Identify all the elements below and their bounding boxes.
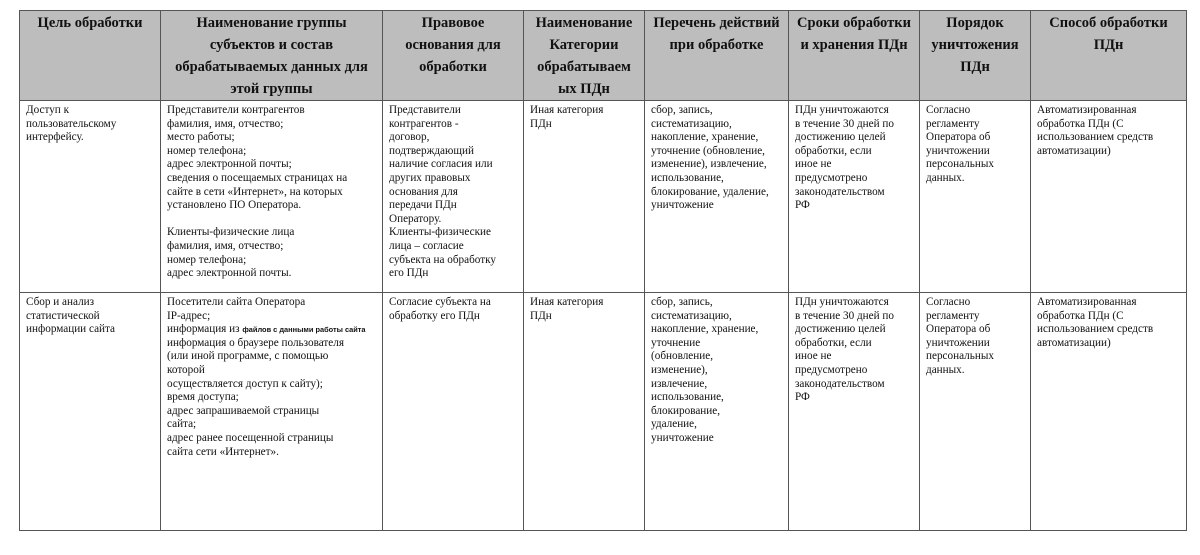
- header-subjects: Наименование группы субъектов и состав обрабатываемых данных для этой группы: [161, 11, 383, 101]
- header-actions: Перечень действий при обработке: [645, 11, 789, 101]
- legal-basis-line: передачи ПДн: [389, 199, 457, 212]
- actions-line: использование,: [651, 391, 724, 404]
- retention-line: законодательством: [795, 377, 885, 390]
- legal-basis-line: договор,: [389, 131, 430, 144]
- actions-line: изменение),: [651, 363, 708, 376]
- method-line: обработка ПДн (С: [1037, 117, 1124, 130]
- header-destruction: Порядок уничтожения ПДн: [920, 11, 1031, 101]
- retention-line: законодательством: [795, 185, 885, 198]
- retention-line: достижению целей: [795, 131, 886, 144]
- header-retention: Сроки обработки и хранения ПДн: [789, 11, 920, 101]
- cell-category: [524, 101, 645, 293]
- subjects-line: которой: [167, 363, 205, 376]
- cell-subjects: [161, 101, 383, 293]
- category-line: Иная категория: [530, 296, 604, 308]
- subjects-line: IP-адрес;: [167, 309, 211, 322]
- method-line: Автоматизированная: [1037, 104, 1137, 116]
- cell-actions: [645, 101, 789, 293]
- subjects-line: Посетители сайта Оператора: [167, 296, 306, 308]
- cell-destruction: [920, 293, 1031, 531]
- cell-retention: [789, 101, 920, 293]
- header-purpose: Цель обработки: [20, 11, 161, 101]
- header-legal-basis: Правовое основания для обработки: [383, 11, 524, 101]
- legal-basis-line: других правовых: [389, 171, 471, 184]
- purpose-text: Сбор и анализ статистической информации сайта: [26, 296, 116, 336]
- actions-line: уничтожение: [651, 199, 714, 212]
- subjects-line-files: [167, 323, 376, 337]
- retention-line: иное не: [795, 350, 832, 363]
- actions-line: блокирование, удаление,: [651, 185, 769, 198]
- retention-line: в течение 30 дней по: [795, 309, 894, 322]
- cell-method: [1031, 101, 1187, 293]
- legal-basis-line: подтверждающий: [389, 144, 474, 157]
- retention-line: РФ: [795, 199, 810, 212]
- method-line: использованием средств: [1037, 131, 1154, 144]
- destruction-line: Оператора об: [926, 323, 991, 336]
- table-row: [20, 293, 1187, 531]
- actions-line: накопление, хранение,: [651, 323, 759, 336]
- subjects-line: номер телефона;: [167, 253, 247, 266]
- method-line: Автоматизированная: [1037, 296, 1137, 308]
- paragraph-gap: [167, 213, 376, 227]
- retention-line: ПДн уничтожаются: [795, 104, 889, 116]
- subjects-line: фамилия, имя, отчество;: [167, 117, 284, 130]
- destruction-line: регламенту: [926, 309, 980, 322]
- subjects-line: адрес ранее посещенной страницы: [167, 431, 334, 444]
- method-line: обработка ПДн (С: [1037, 309, 1124, 322]
- header-method: Способ обработки ПДн: [1031, 11, 1187, 101]
- legal-basis-line: его ПДн: [389, 267, 429, 280]
- actions-line: извлечение,: [651, 377, 708, 390]
- retention-line: предусмотрено: [795, 363, 868, 376]
- retention-line: иное не: [795, 158, 832, 171]
- subjects-line: осуществляется доступ к сайту);: [167, 377, 323, 390]
- actions-line: систематизацию,: [651, 117, 732, 130]
- legal-basis-line: обработку его ПДн: [389, 309, 480, 322]
- legal-basis-line: наличие согласия или: [389, 158, 493, 171]
- subjects-line: фамилия, имя, отчество;: [167, 239, 284, 252]
- actions-line: блокирование,: [651, 404, 721, 417]
- cell-actions: [645, 293, 789, 531]
- retention-line: ПДн уничтожаются: [795, 296, 889, 308]
- cell-legal-basis: [383, 101, 524, 293]
- cell-purpose: [20, 101, 161, 293]
- files-inline-label: файлов с данными работы сайта: [242, 325, 366, 335]
- category-line: Иная категория: [530, 104, 604, 116]
- actions-line: изменение), извлечение,: [651, 158, 767, 171]
- actions-line: уточнение (обновление,: [651, 144, 765, 157]
- destruction-line: уничтожении: [926, 336, 990, 349]
- legal-basis-line: Оператору.: [389, 212, 442, 225]
- subjects-line: адрес электронной почты.: [167, 267, 292, 280]
- actions-line: уничтожение: [651, 431, 714, 444]
- destruction-line: Оператора об: [926, 131, 991, 144]
- destruction-line: данных.: [926, 363, 965, 376]
- legal-basis-line: Согласие субъекта на: [389, 296, 491, 308]
- subjects-line: Представители контрагентов: [167, 104, 305, 116]
- legal-basis-line: контрагентов -: [389, 117, 459, 130]
- subjects-line: сведения о посещаемых страницах на: [167, 171, 348, 184]
- table-header-row: [20, 11, 1187, 101]
- destruction-line: данных.: [926, 171, 965, 184]
- purpose-text: Доступ к пользовательскому интерфейсу.: [26, 104, 117, 144]
- method-line: автоматизации): [1037, 336, 1111, 349]
- cell-purpose: [20, 293, 161, 531]
- actions-line: (обновление,: [651, 350, 714, 363]
- actions-line: сбор, запись,: [651, 104, 713, 116]
- subjects-line: Клиенты-физические лица: [167, 226, 295, 239]
- legal-basis-line: Клиенты-физические: [389, 226, 491, 239]
- retention-line: РФ: [795, 391, 810, 404]
- subjects-line: адрес запрашиваемой страницы: [167, 404, 320, 417]
- subjects-line: сайта сети «Интернет».: [167, 445, 279, 458]
- cell-category: [524, 293, 645, 531]
- files-prefix: информация из: [167, 323, 243, 336]
- subjects-line: номер телефона;: [167, 144, 247, 157]
- category-line: ПДн: [530, 309, 552, 322]
- subjects-line: адрес электронной почты;: [167, 158, 292, 171]
- actions-line: сбор, запись,: [651, 296, 713, 308]
- actions-line: накопление, хранение,: [651, 131, 759, 144]
- category-line: ПДн: [530, 117, 552, 130]
- subjects-line: время доступа;: [167, 391, 239, 404]
- cell-destruction: [920, 101, 1031, 293]
- retention-line: в течение 30 дней по: [795, 117, 894, 130]
- subjects-line: место работы;: [167, 131, 235, 144]
- cell-retention: [789, 293, 920, 531]
- subjects-line: информация о браузере пользователя: [167, 336, 344, 349]
- destruction-line: персональных: [926, 158, 994, 171]
- retention-line: обработки, если: [795, 144, 872, 157]
- retention-line: достижению целей: [795, 323, 886, 336]
- method-line: автоматизации): [1037, 144, 1111, 157]
- destruction-line: регламенту: [926, 117, 980, 130]
- destruction-line: Согласно: [926, 296, 971, 308]
- actions-line: систематизацию,: [651, 309, 732, 322]
- legal-basis-line: основания для: [389, 185, 458, 198]
- destruction-line: уничтожении: [926, 144, 990, 157]
- destruction-line: персональных: [926, 350, 994, 363]
- actions-line: использование,: [651, 171, 724, 184]
- actions-line: удаление,: [651, 418, 697, 431]
- subjects-line: сайте в сети «Интернет», на которых: [167, 185, 343, 198]
- legal-basis-line: Представители: [389, 104, 461, 116]
- cell-subjects: [161, 293, 383, 531]
- subjects-line: сайта;: [167, 418, 197, 431]
- header-category: Наименование Категории обрабатываем ых ПДн: [524, 11, 645, 101]
- subjects-line: (или иной программе, с помощью: [167, 350, 329, 363]
- legal-basis-line: субъекта на обработку: [389, 253, 496, 266]
- subjects-line: установлено ПО Оператора.: [167, 199, 302, 212]
- personal-data-processing-table: [19, 10, 1187, 531]
- destruction-line: Согласно: [926, 104, 971, 116]
- cell-legal-basis: [383, 293, 524, 531]
- method-line: использованием средств: [1037, 323, 1154, 336]
- legal-basis-line: лица – согласие: [389, 239, 464, 252]
- retention-line: предусмотрено: [795, 171, 868, 184]
- actions-line: уточнение: [651, 336, 701, 349]
- retention-line: обработки, если: [795, 336, 872, 349]
- table-row: [20, 101, 1187, 293]
- cell-method: [1031, 293, 1187, 531]
